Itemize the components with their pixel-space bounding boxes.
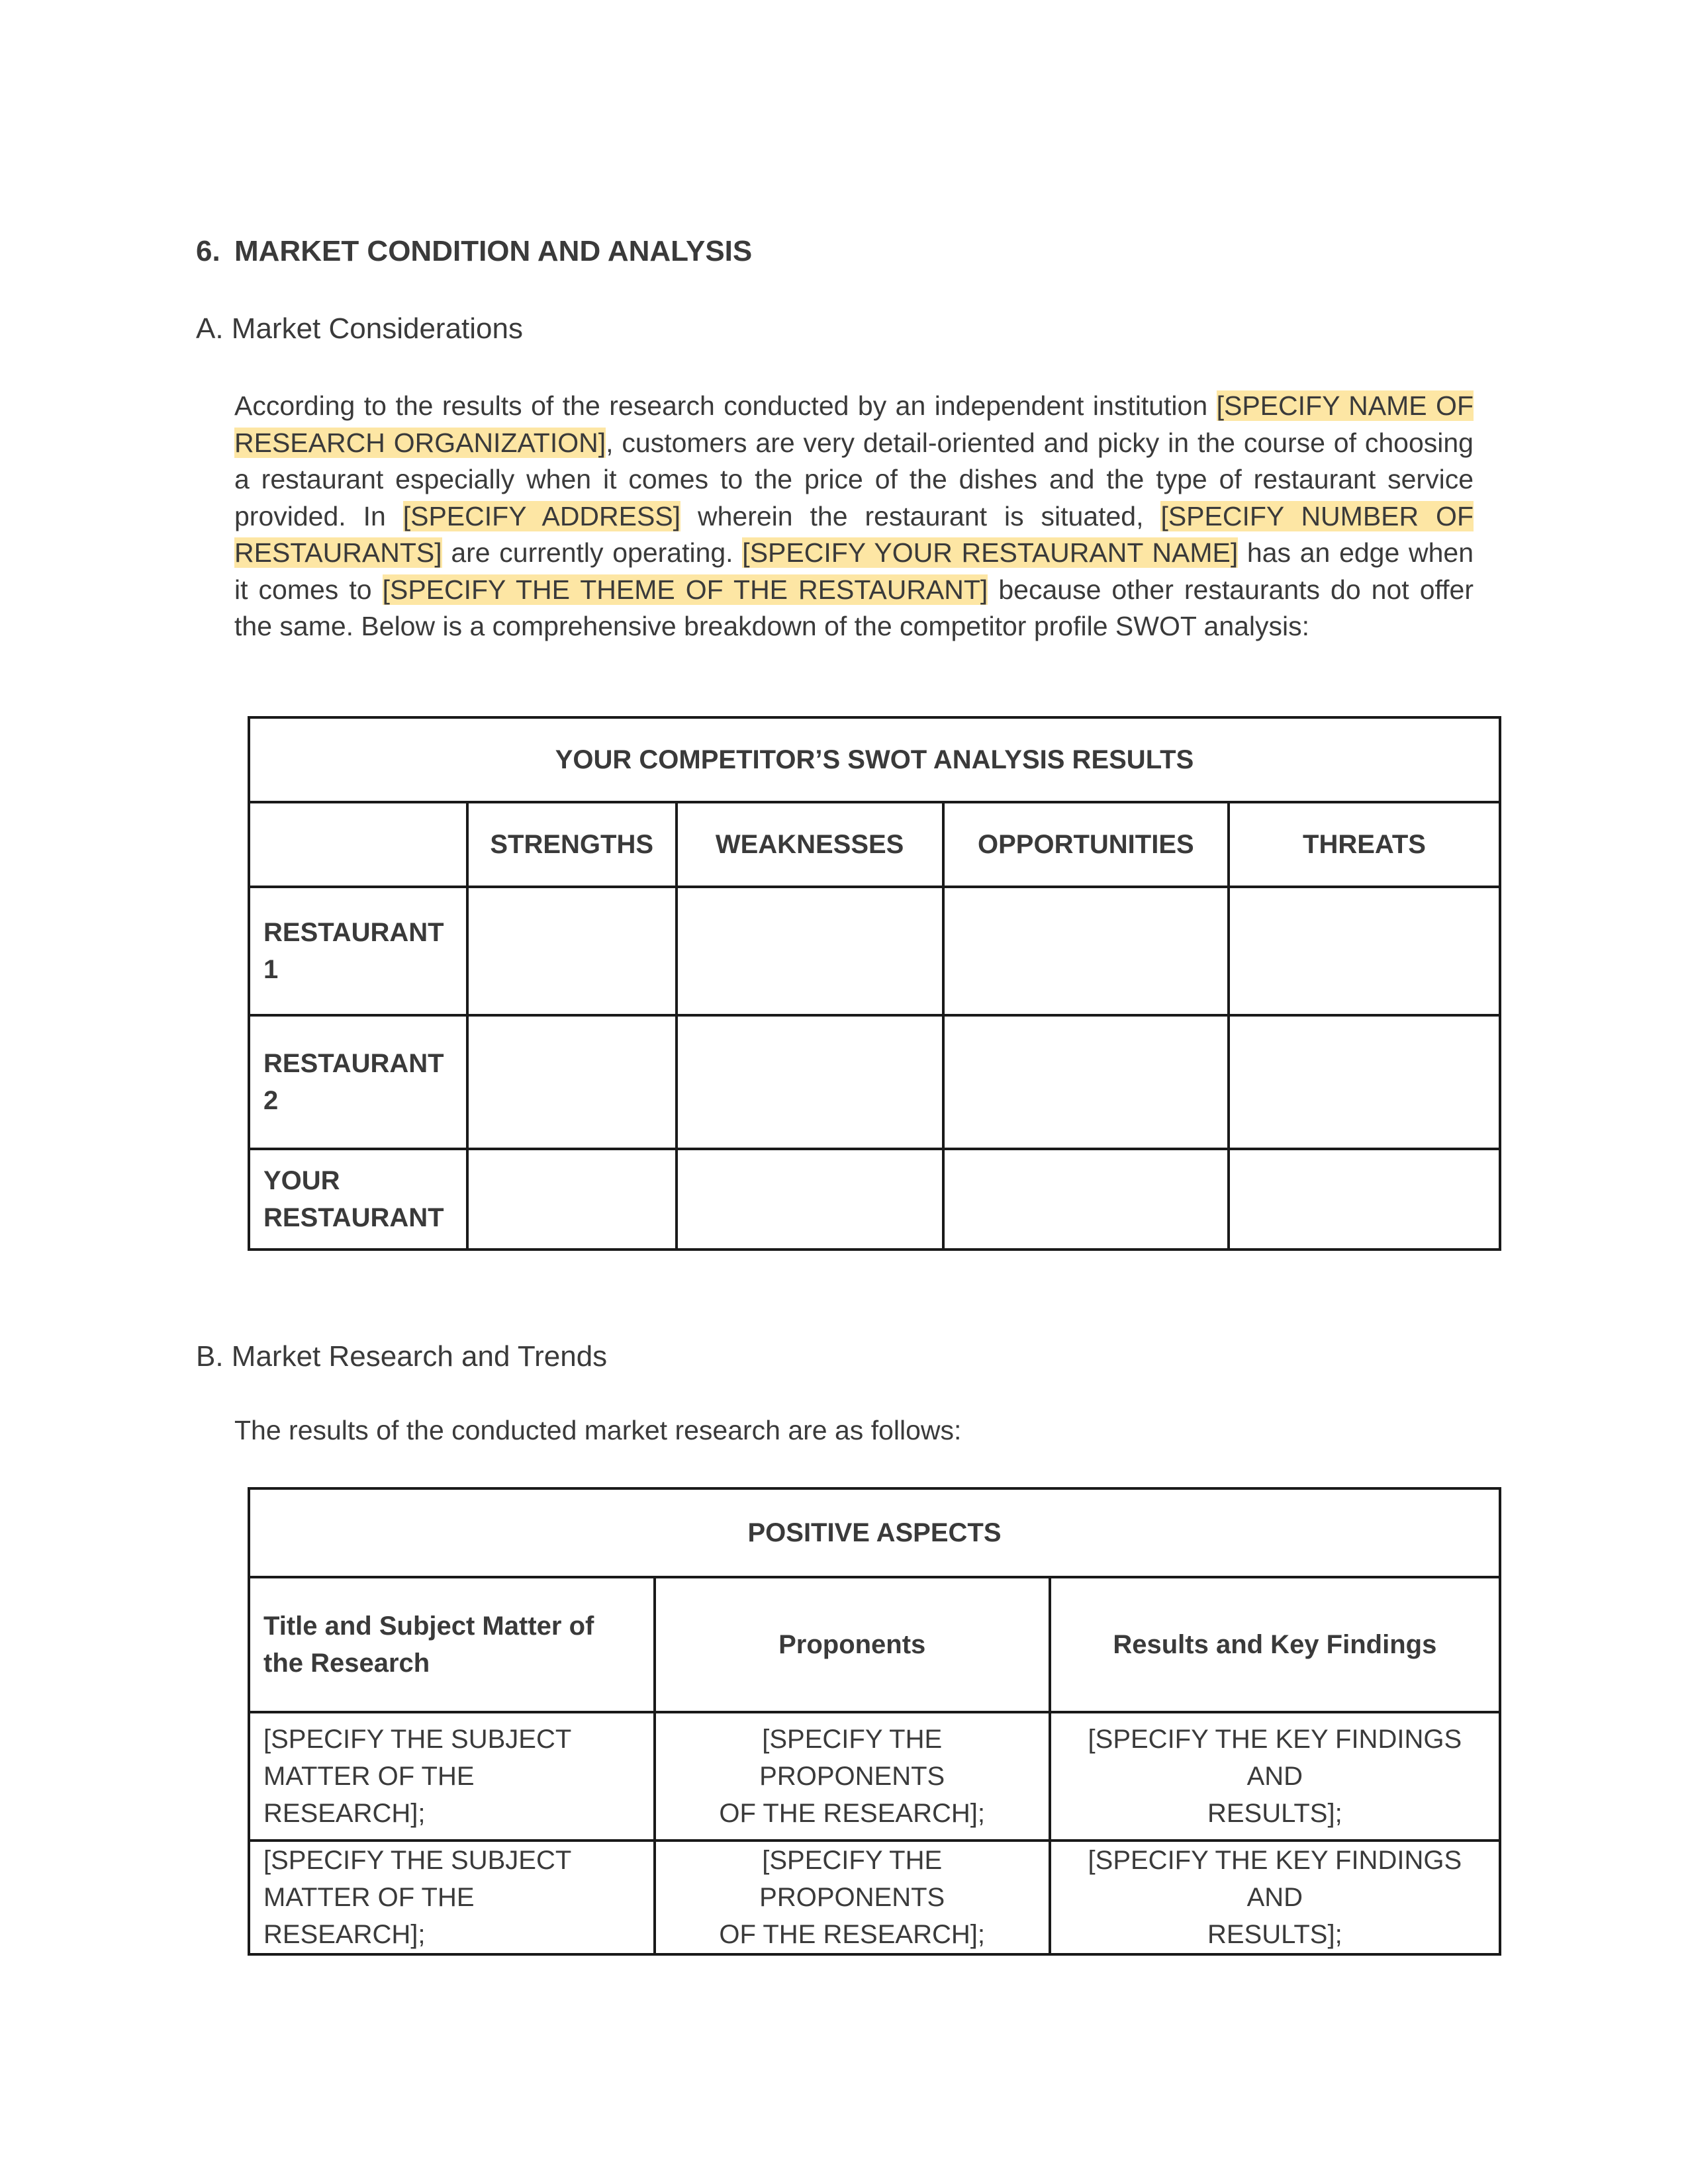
placeholder-restaurant-name: [SPECIFY YOUR RESTAURANT NAME] — [742, 537, 1239, 568]
paragraph-text: According to the results of the research conducted by an independent institution — [234, 390, 1217, 421]
cell-line: [SPECIFY THE PROPONENTS — [759, 1725, 945, 1791]
cell-line: MATTER OF THE RESEARCH]; — [263, 1883, 475, 1949]
swot-header-empty — [249, 802, 467, 887]
cell-line: [SPECIFY THE SUBJECT — [263, 1846, 572, 1875]
placeholder-research-organization: [SPECIFY NAME OF RESEARCH ORGANIZATION] — [234, 390, 1474, 458]
paragraph-text: , customers are very detail-oriented and picky in the course of choosing a restaurant especially when it comes to the price of the dishes and the type of restaurant service provided. In — [234, 427, 1474, 531]
cell-line: MATTER OF THE RESEARCH]; — [263, 1762, 475, 1828]
header-results-findings: Results and Key Findings — [1050, 1577, 1500, 1712]
swot-cell — [943, 1149, 1229, 1250]
swot-cell — [677, 1015, 943, 1149]
paragraph-text: wherein the restaurant is situated, — [680, 500, 1161, 531]
swot-cell — [467, 887, 677, 1015]
positive-table-title: POSITIVE ASPECTS — [249, 1488, 1500, 1577]
swot-cell — [1229, 1149, 1500, 1250]
swot-cell — [943, 887, 1229, 1015]
row-label-line: RESTAURANT — [263, 1203, 444, 1232]
cell-subject-matter — [249, 1712, 655, 1841]
row-label-restaurant-2: RESTAURANT 2 — [249, 1015, 467, 1149]
swot-cell — [1229, 887, 1500, 1015]
placeholder-number-of-restaurants: [SPECIFY NUMBER OF RESTAURANTS] — [234, 500, 1474, 568]
header-line: the Research — [263, 1649, 430, 1678]
cell-key-findings — [1050, 1841, 1500, 1954]
swot-cell — [467, 1149, 677, 1250]
section-title: MARKET CONDITION AND ANALYSIS — [234, 235, 753, 267]
header-proponents: Proponents — [655, 1577, 1050, 1712]
cell-line: [SPECIFY THE KEY FINDINGS AND — [1088, 1725, 1462, 1791]
header-title-subject — [249, 1577, 655, 1712]
table-row — [249, 1712, 1500, 1841]
cell-proponents — [655, 1712, 1050, 1841]
swot-cell — [467, 1015, 677, 1149]
subsection-b-title: B. Market Research and Trends — [196, 1340, 608, 1373]
row-label-restaurant-1: RESTAURANT 1 — [249, 887, 467, 1015]
cell-line: [SPECIFY THE KEY FINDINGS AND — [1088, 1846, 1462, 1912]
swot-header-strengths: STRENGTHS — [467, 802, 677, 887]
cell-line: [SPECIFY THE SUBJECT — [263, 1725, 572, 1754]
paragraph-text: because other restaurants do not offer the same. Below is a comprehensive breakdown of the competitor profile SWOT analysis: — [234, 574, 1474, 641]
cell-line: OF THE RESEARCH]; — [719, 1920, 985, 1949]
paragraph-text: are currently operating. — [442, 537, 743, 568]
placeholder-address: [SPECIFY ADDRESS] — [402, 500, 681, 531]
market-research-intro: The results of the conducted market research are as follows: — [234, 1415, 962, 1445]
cell-line: RESULTS]; — [1207, 1799, 1342, 1828]
cell-line: OF THE RESEARCH]; — [719, 1799, 985, 1828]
swot-header-weaknesses: WEAKNESSES — [677, 802, 943, 887]
row-label-line: YOUR — [263, 1166, 340, 1195]
section-heading — [196, 235, 752, 268]
swot-cell — [943, 1015, 1229, 1149]
cell-line: [SPECIFY THE PROPONENTS — [759, 1846, 945, 1912]
section-number: 6. — [196, 235, 220, 267]
table-row — [249, 887, 1500, 1015]
swot-cell — [677, 887, 943, 1015]
table-row — [249, 1841, 1500, 1954]
cell-proponents — [655, 1841, 1050, 1954]
paragraph-text: has an edge when it comes to — [234, 537, 1474, 605]
swot-table-title: YOUR COMPETITOR’S SWOT ANALYSIS RESULTS — [249, 717, 1500, 802]
market-considerations-paragraph — [234, 388, 1474, 645]
subsection-a-title: A. Market Considerations — [196, 312, 523, 345]
swot-cell — [1229, 1015, 1500, 1149]
table-row — [249, 1015, 1500, 1149]
row-label-your-restaurant — [249, 1149, 467, 1250]
swot-header-threats: THREATS — [1229, 802, 1500, 887]
header-line: Title and Subject Matter of — [263, 1612, 594, 1641]
placeholder-restaurant-theme: [SPECIFY THE THEME OF THE RESTAURANT] — [382, 574, 988, 605]
cell-line: RESULTS]; — [1207, 1920, 1342, 1949]
cell-key-findings — [1050, 1712, 1500, 1841]
swot-header-opportunities: OPPORTUNITIES — [943, 802, 1229, 887]
table-row — [249, 1149, 1500, 1250]
swot-analysis-table — [248, 716, 1501, 1251]
positive-aspects-table — [248, 1487, 1501, 1956]
cell-subject-matter — [249, 1841, 655, 1954]
swot-cell — [677, 1149, 943, 1250]
